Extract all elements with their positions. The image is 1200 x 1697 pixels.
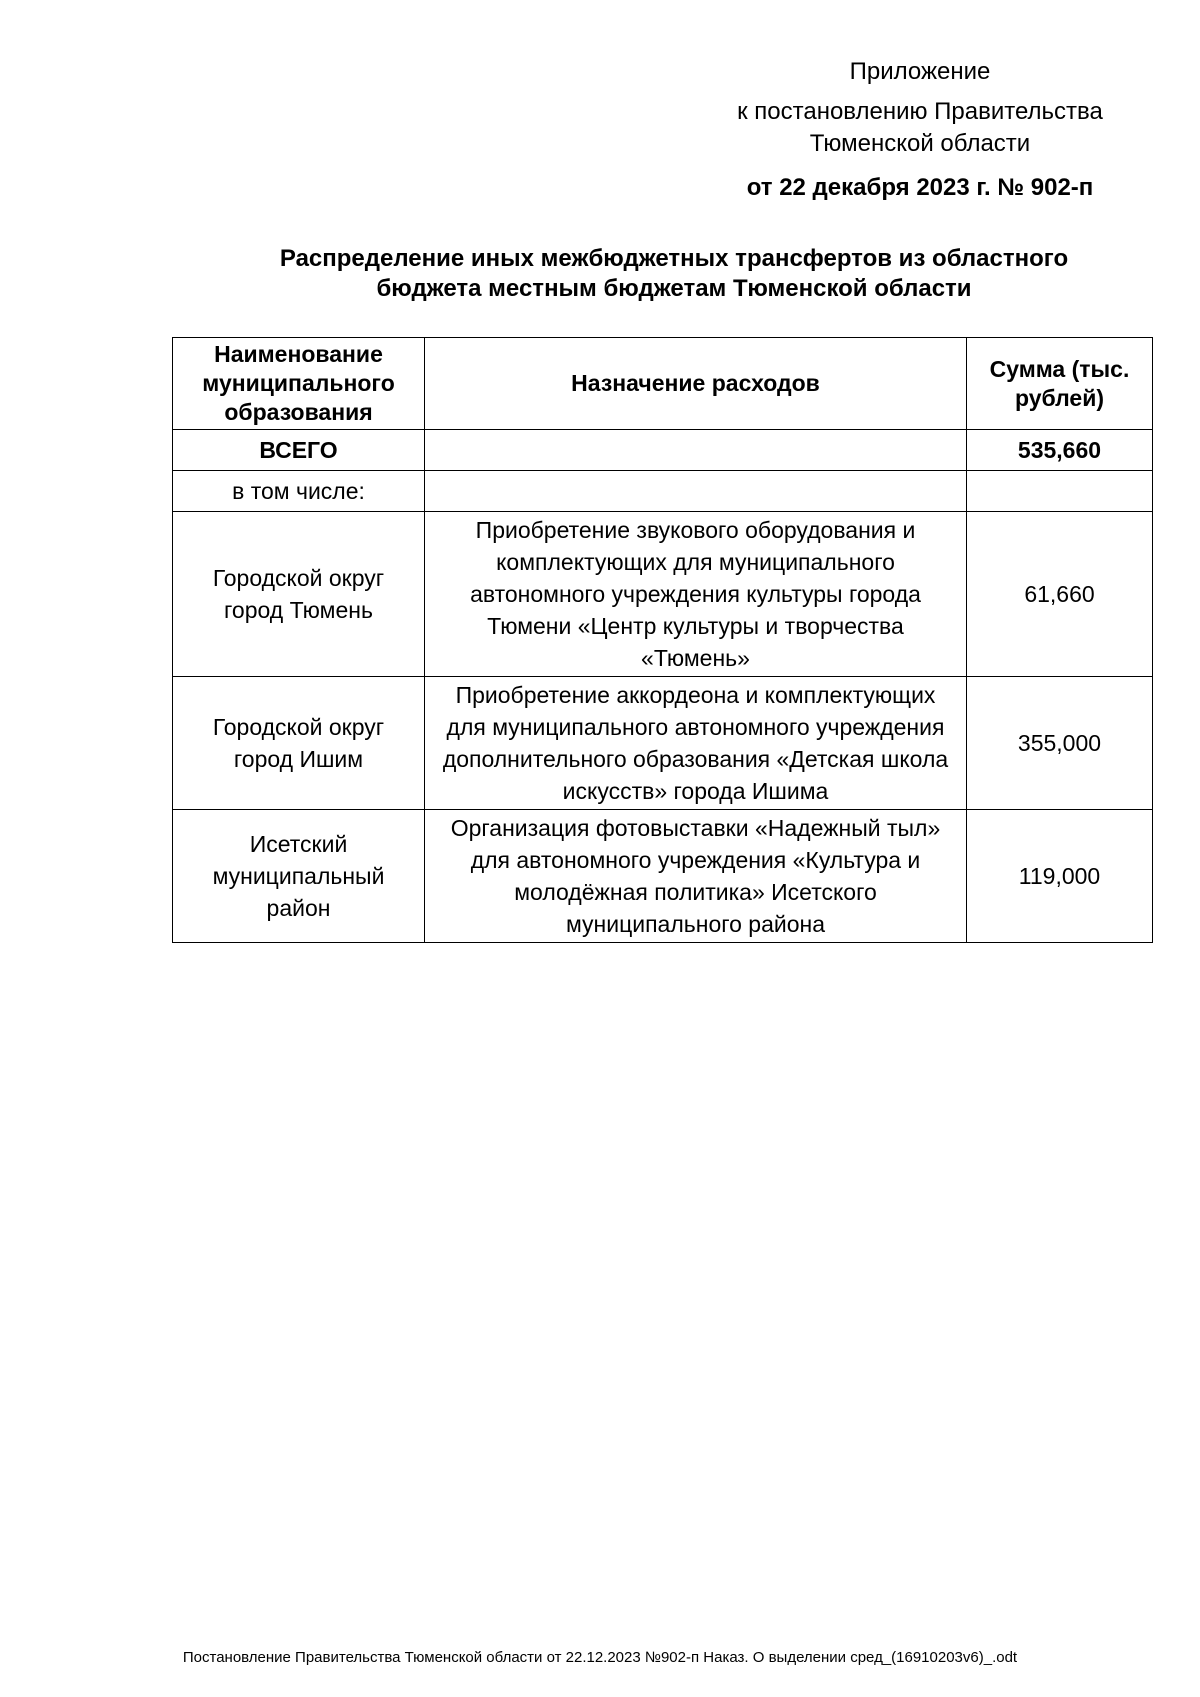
row-sum: 119,000 xyxy=(967,810,1153,943)
table-row xyxy=(173,677,1153,810)
including-sum xyxy=(967,471,1153,512)
row-purpose: Приобретение звукового оборудования и комплектующих для муниципального автономного учреждения культуры города Тюмени «Центр культуры и творчества «Тюмень» xyxy=(425,512,967,677)
table-row xyxy=(173,810,1153,943)
appendix-to-line1: к постановлению Правительства xyxy=(737,98,1103,125)
row-name: Городской округ город Тюмень xyxy=(173,512,425,677)
header-name: Наименование муниципального образования xyxy=(173,338,425,430)
title-line1: Распределение иных межбюджетных трансфертов из областного xyxy=(279,245,1069,272)
footer-filename: Постановление Правительства Тюменской области от 22.12.2023 №902-п Наказ. О выделении сред_(16910203v6)_.odt xyxy=(182,1649,1018,1666)
row-sum: 355,000 xyxy=(967,677,1153,810)
document-title xyxy=(174,244,1174,304)
header-purpose: Назначение расходов xyxy=(425,338,967,430)
total-sum: 535,660 xyxy=(967,430,1153,471)
including-row xyxy=(173,471,1153,512)
appendix-label: Приложение xyxy=(849,58,991,85)
total-name: ВСЕГО xyxy=(173,430,425,471)
including-purpose xyxy=(425,471,967,512)
row-purpose: Приобретение аккордеона и комплектующих для муниципального автономного учреждения дополнительного образования «Детская школа искусств» города Ишима xyxy=(425,677,967,810)
row-name: Городской округ город Ишим xyxy=(173,677,425,810)
header-sum: Сумма (тыс. рублей) xyxy=(967,338,1153,430)
including-name: в том числе: xyxy=(173,471,425,512)
row-sum: 61,660 xyxy=(967,512,1153,677)
appendix-date-number: от 22 декабря 2023 г. № 902-п xyxy=(746,174,1094,201)
row-name: Исетский муниципальный район xyxy=(173,810,425,943)
appendix-to-line2: Тюменской области xyxy=(809,130,1031,157)
table-row xyxy=(173,512,1153,677)
distribution-table xyxy=(172,337,1153,943)
title-line2: бюджета местным бюджетам Тюменской области xyxy=(376,275,972,302)
table-header-row xyxy=(173,338,1153,430)
row-purpose: Организация фотовыставки «Надежный тыл» для автономного учреждения «Культура и молодёжная политика» Исетского муниципального района xyxy=(425,810,967,943)
total-row xyxy=(173,430,1153,471)
total-purpose xyxy=(425,430,967,471)
appendix-block xyxy=(700,56,1140,204)
